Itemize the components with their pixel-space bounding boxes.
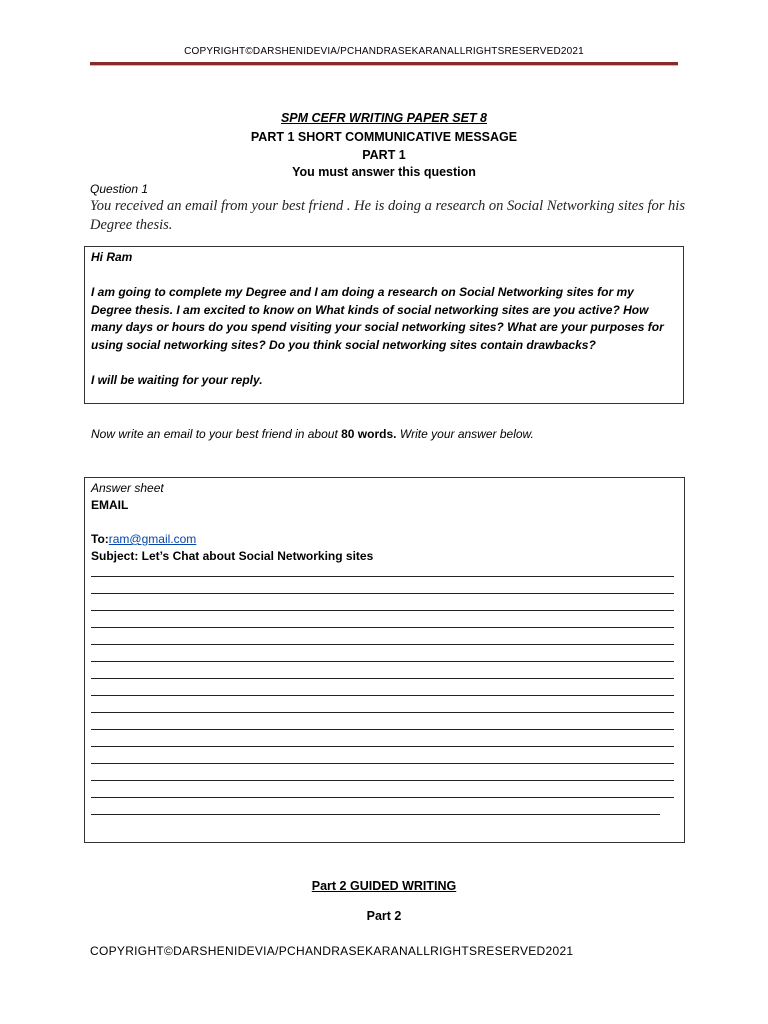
answer-line xyxy=(91,650,678,667)
question-label: Question 1 xyxy=(90,182,149,196)
writing-instruction xyxy=(91,427,534,441)
header-copyright: COPYRIGHT©DARSHENIDEVIA/PCHANDRASEKARANALLRIGHTSRESERVED2021 xyxy=(184,46,584,57)
part-title: PART 1 SHORT COMMUNICATIVE MESSAGE xyxy=(250,130,518,144)
header-rule xyxy=(90,62,678,66)
answer-line xyxy=(91,616,678,633)
letter-closing: I will be waiting for your reply. xyxy=(91,372,263,387)
email-link[interactable]: ram@gmail.com xyxy=(108,532,197,546)
answer-line xyxy=(91,565,678,582)
answer-line xyxy=(91,718,678,735)
letter-greeting: Hi Ram xyxy=(91,250,133,264)
instruction-text: Now write an email to your best friend in about xyxy=(91,427,342,441)
part2-label: Part 2 xyxy=(366,909,402,923)
answer-line xyxy=(91,803,678,820)
answer-sheet-label: Answer sheet xyxy=(91,481,164,495)
letter-box xyxy=(84,246,684,404)
spacer xyxy=(91,514,678,531)
answer-line xyxy=(91,786,678,803)
letter-body: I am going to complete my Degree and I am doing a research on Social Networking sites for my Degree thesis. I am excited to know on What kinds of social networking sites are you active? How many days or hours do you spend visiting your social networking sites? What are your purposes for using social networking sites? Do you think social networking sites contain drawbacks? xyxy=(91,285,664,352)
word-count: 80 words. xyxy=(341,427,397,441)
email-label: EMAIL xyxy=(91,498,129,512)
answer-instruction: You must answer this question xyxy=(292,165,476,179)
answer-line xyxy=(91,633,678,650)
part2-heading: Part 2 GUIDED WRITING xyxy=(311,879,457,893)
writing-lines xyxy=(91,565,678,820)
answer-sheet xyxy=(84,477,685,843)
question-prompt: You received an email from your best friend . He is doing a research on Social Networking sites for his Degree thesis. xyxy=(90,198,685,233)
answer-line xyxy=(91,735,678,752)
answer-line xyxy=(91,752,678,769)
part-label: PART 1 xyxy=(362,148,406,162)
email-to xyxy=(91,531,678,548)
answer-line xyxy=(91,667,678,684)
paper-title: SPM CEFR WRITING PAPER SET 8 xyxy=(280,111,488,125)
answer-line xyxy=(91,684,678,701)
answer-line xyxy=(91,599,678,616)
answer-line xyxy=(91,701,678,718)
footer-copyright: COPYRIGHT©DARSHENIDEVIA/PCHANDRASEKARANALLRIGHTSRESERVED2021 xyxy=(90,944,574,958)
email-subject: Subject: Let’s Chat about Social Networking sites xyxy=(91,549,374,563)
answer-line xyxy=(91,582,678,599)
to-label: To: xyxy=(91,532,109,546)
answer-line xyxy=(91,769,678,786)
instruction-text-end: Write your answer below. xyxy=(396,427,534,441)
